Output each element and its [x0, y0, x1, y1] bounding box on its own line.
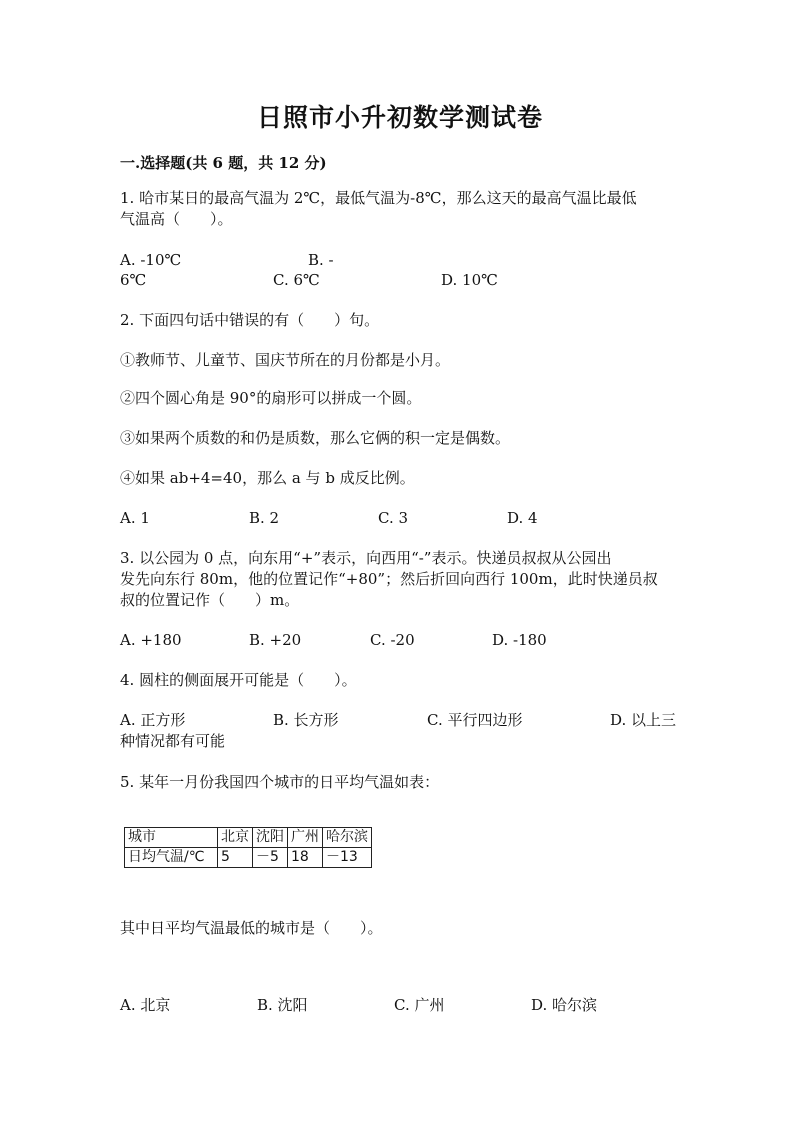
q3-option-b: B. +20 — [249, 631, 302, 649]
table-cell: 哈尔滨 — [323, 828, 372, 848]
q2-statement-1: ①教师节、儿童节、国庆节所在的月份都是小月。 — [120, 351, 451, 369]
q5-option-c: C. 广州 — [394, 996, 445, 1014]
table-cell: －13 — [323, 848, 372, 868]
q3-option-a: A. +180 — [120, 631, 182, 649]
q1-option-c: C. 6℃ — [273, 271, 320, 289]
table-cell: 城市 — [125, 828, 218, 848]
table-row — [125, 848, 372, 868]
q1-stem-line2: 气温高（ ）。 — [120, 210, 233, 228]
q5-question: 其中日平均气温最低的城市是（ ）。 — [120, 919, 383, 937]
q3-stem-line1: 3. 以公园为 0 点，向东用“+”表示，向西用“-”表示。快递员叔叔从公园出 — [120, 549, 612, 567]
q4-option-d-part2: 种情况都有可能 — [120, 732, 226, 750]
table-cell: 广州 — [288, 828, 323, 848]
q5-option-d: D. 哈尔滨 — [531, 996, 598, 1014]
q4-option-a: A. 正方形 — [120, 711, 186, 729]
table-cell: －5 — [253, 848, 288, 868]
q5-option-b: B. 沈阳 — [257, 996, 308, 1014]
table-cell: 沈阳 — [253, 828, 288, 848]
q4-stem: 4. 圆柱的侧面展开可能是（ ）。 — [120, 671, 357, 689]
table-cell: 日均气温/℃ — [125, 848, 218, 868]
q5-stem: 5. 某年一月份我国四个城市的日平均气温如表： — [120, 773, 440, 791]
q4-option-d-part1: D. 以上三 — [610, 711, 677, 729]
q1-option-b-part1: B. - — [308, 251, 334, 269]
section-heading: 一.选择题(共 6 题，共 12 分) — [120, 154, 327, 172]
q2-statement-3: ③如果两个质数的和仍是质数，那么它俩的积一定是偶数。 — [120, 429, 511, 447]
q1-option-a: A. -10℃ — [120, 251, 182, 269]
q5-option-a: A. 北京 — [120, 996, 171, 1014]
q2-statement-4: ④如果 ab+4=40，那么 a 与 b 成反比例。 — [120, 469, 415, 487]
q3-stem-line3: 叔的位置记作（ ）m。 — [120, 591, 300, 609]
q1-option-d: D. 10℃ — [441, 271, 498, 289]
q2-option-b: B. 2 — [249, 509, 280, 527]
q2-option-d: D. 4 — [507, 509, 538, 527]
q1-option-b-part2: 6℃ — [120, 271, 147, 289]
q4-option-c: C. 平行四边形 — [427, 711, 523, 729]
q2-option-a: A. 1 — [120, 509, 150, 527]
table-cell: 18 — [288, 848, 323, 868]
table-header-row — [125, 828, 372, 848]
q4-option-b: B. 长方形 — [273, 711, 339, 729]
q3-option-d: D. -180 — [492, 631, 547, 649]
q2-statement-2: ②四个圆心角是 90°的扇形可以拼成一个圆。 — [120, 389, 422, 407]
table-cell: 北京 — [218, 828, 253, 848]
q2-option-c: C. 3 — [378, 509, 409, 527]
temperature-table — [124, 827, 372, 868]
table-cell: 5 — [218, 848, 253, 868]
q2-stem: 2. 下面四句话中错误的有（ ）句。 — [120, 311, 380, 329]
q1-stem-line1: 1. 哈市某日的最高气温为 2℃，最低气温为-8℃，那么这天的最高气温比最低 — [120, 189, 637, 207]
q3-option-c: C. -20 — [370, 631, 415, 649]
q3-stem-line2: 发先向东行 80m，他的位置记作“+80”；然后折回向西行 100m，此时快递员叔 — [120, 570, 658, 588]
page-title: 日照市小升初数学测试卷 — [256, 103, 543, 132]
